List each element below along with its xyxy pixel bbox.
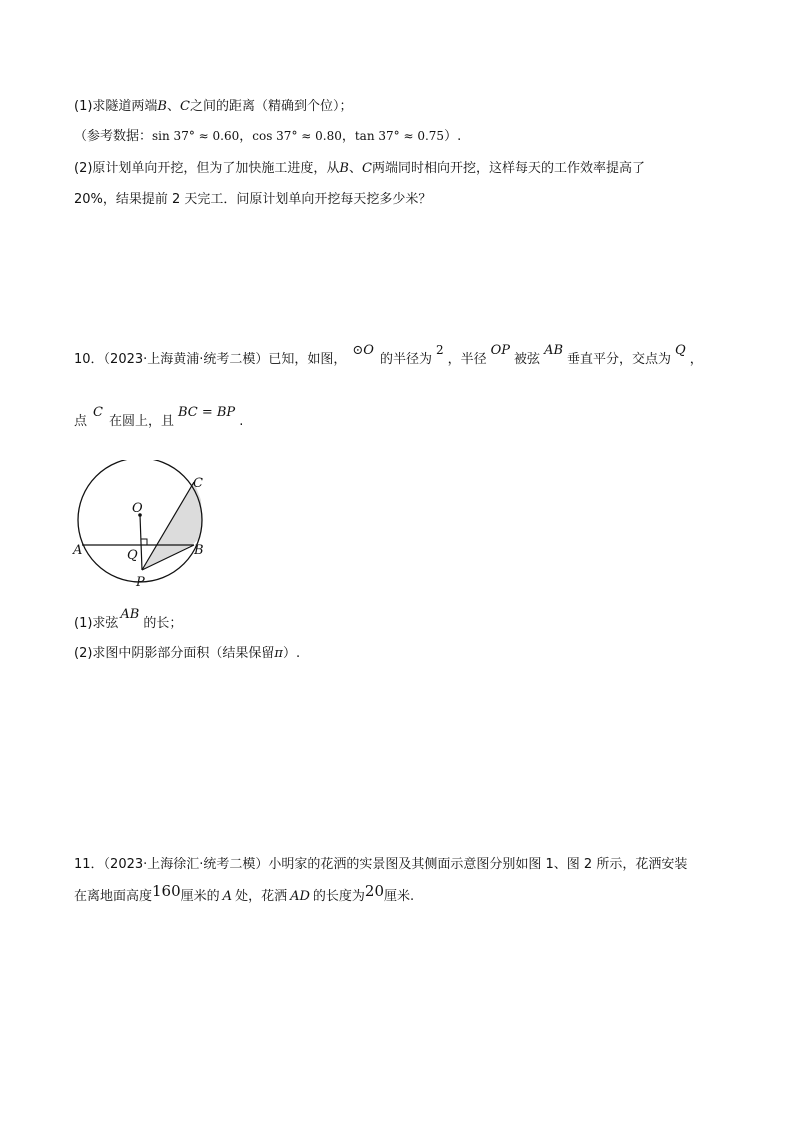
text: 被弦 bbox=[514, 352, 541, 367]
q9-reference-data bbox=[74, 127, 461, 146]
var-AB: AB bbox=[120, 607, 140, 622]
q10-sub2 bbox=[74, 645, 300, 663]
var-B: B bbox=[339, 161, 349, 176]
text: (1)求隧道两端 bbox=[74, 99, 158, 114]
pi: π bbox=[274, 646, 283, 661]
text: 20%，结果提前 2 天完工．问原计划单向开挖每天挖多少米？ bbox=[74, 192, 432, 207]
length-value: 20 bbox=[364, 882, 384, 900]
text: 两端同时相向开挖，这样每天的工作效率提高了 bbox=[371, 161, 645, 176]
q9-part2-line2 bbox=[74, 191, 431, 209]
label-Q: Q bbox=[127, 548, 138, 563]
height-value: 160 bbox=[152, 882, 181, 900]
label-P: P bbox=[136, 575, 145, 590]
text: ，半径 bbox=[447, 352, 487, 367]
text: (1)求弦 bbox=[74, 616, 119, 631]
text: . bbox=[239, 414, 244, 429]
right-angle-mark bbox=[141, 539, 147, 545]
var-C: C bbox=[93, 405, 103, 420]
text: 点 bbox=[74, 414, 88, 429]
text: ）. bbox=[444, 129, 462, 144]
text: (2)原计划单向开挖，但为了加快施工进度，从 bbox=[74, 161, 340, 176]
circle-figure bbox=[70, 460, 220, 595]
shaded-region bbox=[142, 482, 202, 570]
q10-stem-line2 bbox=[74, 405, 244, 431]
q9-part2-line1 bbox=[74, 160, 645, 178]
sin-value: sin 37° ≈ 0.60 bbox=[152, 129, 240, 143]
text: 在离地面高度 bbox=[74, 889, 153, 904]
text: ， bbox=[689, 352, 703, 367]
text: (2)求图中阴影部分面积（结果保留 bbox=[74, 646, 275, 661]
text: 厘米的 bbox=[180, 889, 220, 904]
text: 之间的距离（精确到个位）； bbox=[189, 99, 353, 114]
text: 厘米. bbox=[384, 889, 415, 904]
text: ， bbox=[239, 129, 253, 144]
q9-part1 bbox=[74, 98, 352, 116]
text: 、 bbox=[348, 161, 362, 176]
text: 的长； bbox=[143, 616, 183, 631]
tan-value: tan 37° ≈ 0.75 bbox=[354, 129, 445, 143]
radius-value: 2 bbox=[435, 343, 444, 357]
label-C: C bbox=[193, 476, 203, 491]
label-A: A bbox=[73, 543, 83, 558]
var-AD: AD bbox=[290, 889, 310, 904]
text: 垂直平分，交点为 bbox=[567, 352, 672, 367]
text: 10．（2023·上海黄浦·统考二模）已知，如图， bbox=[74, 352, 347, 367]
radius-OP bbox=[140, 515, 142, 570]
var-A: A bbox=[222, 889, 233, 904]
q10-stem-line1 bbox=[74, 343, 703, 369]
text: ， bbox=[341, 129, 355, 144]
q10-sub1 bbox=[74, 607, 183, 633]
label-B: B bbox=[194, 543, 204, 558]
var-Q: Q bbox=[675, 343, 686, 358]
text: ）. bbox=[282, 646, 301, 661]
q11-stem-line1 bbox=[74, 856, 687, 874]
q11-stem-line2 bbox=[74, 882, 415, 906]
text: 的长度为 bbox=[312, 889, 365, 904]
label-O: O bbox=[132, 501, 143, 516]
text: 的半径为 bbox=[379, 352, 432, 367]
var-OP: OP bbox=[490, 343, 511, 358]
circle-O: ⊙O bbox=[352, 343, 374, 358]
var-AB: AB bbox=[544, 343, 564, 358]
text: 在圆上，且 bbox=[108, 414, 174, 429]
var-B: B bbox=[157, 99, 167, 114]
arc-equality: BC = BP bbox=[177, 405, 236, 420]
var-C: C bbox=[180, 99, 190, 114]
text: 、 bbox=[166, 99, 180, 114]
var-C: C bbox=[362, 161, 372, 176]
text: （参考数据： bbox=[74, 129, 153, 144]
text: 处，花洒 bbox=[235, 889, 288, 904]
cos-value: cos 37° ≈ 0.80 bbox=[252, 129, 342, 143]
text: 11．（2023·上海徐汇·统考二模）小明家的花洒的实景图及其侧面示意图分别如图 1、图 2 所示，花洒安装 bbox=[74, 857, 688, 872]
